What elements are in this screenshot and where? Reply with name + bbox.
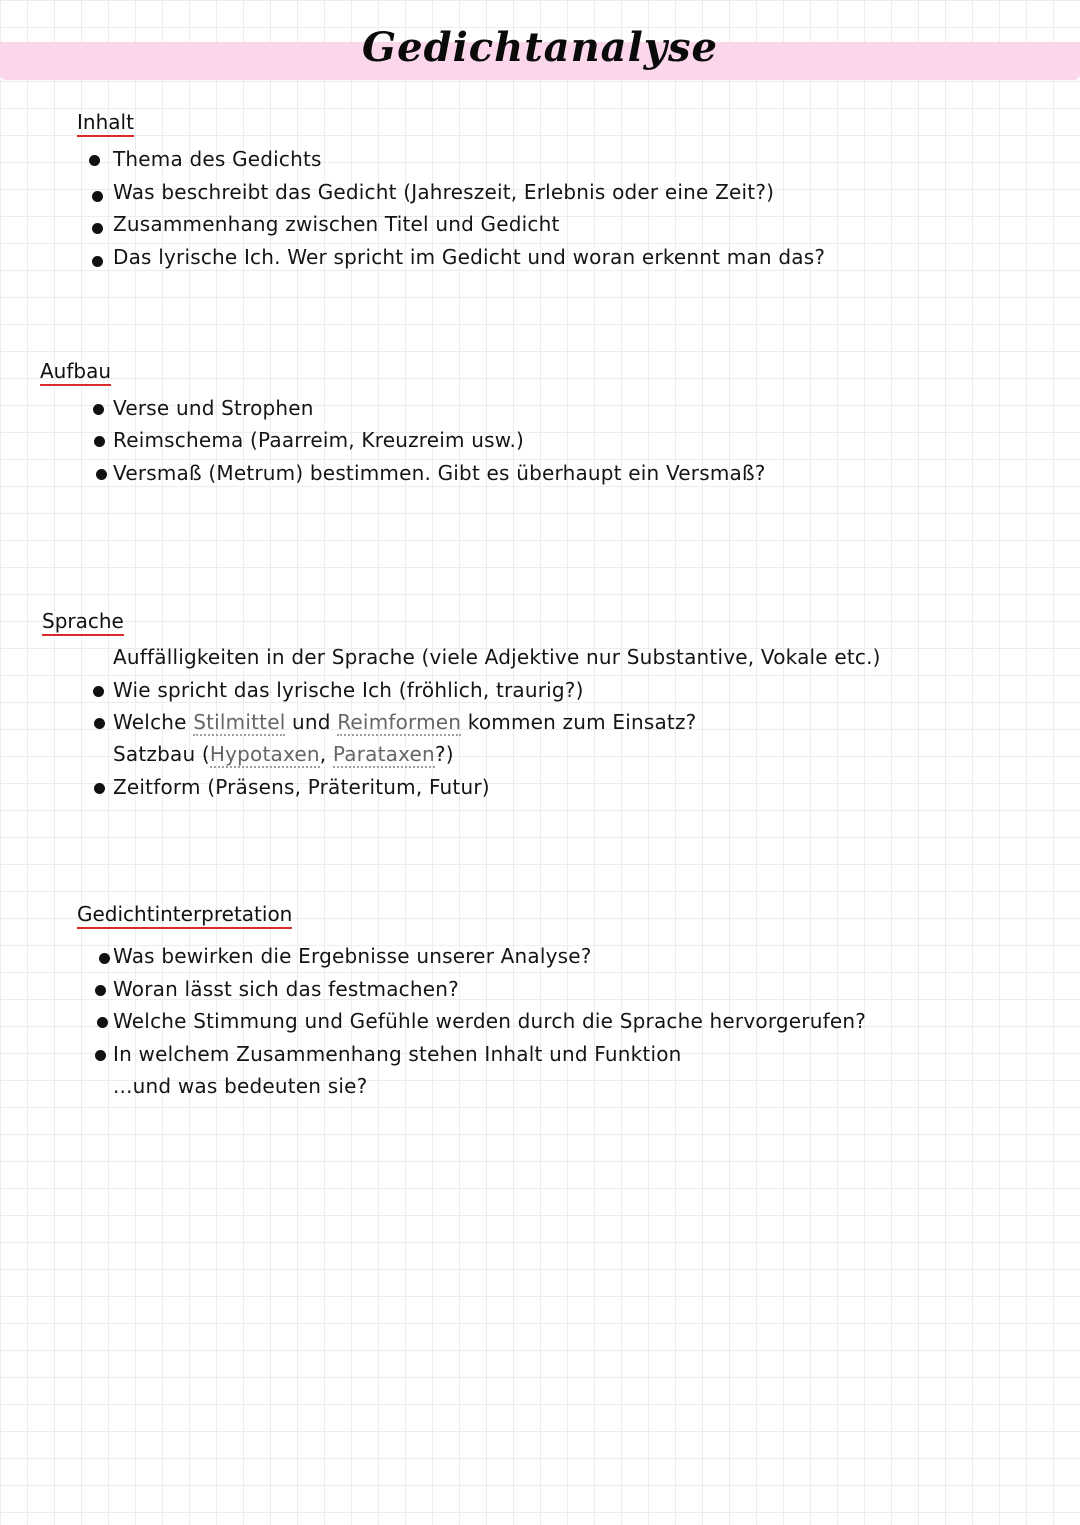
heading-gedichtinterpretation: Gedichtinterpretation — [77, 902, 292, 929]
list-item: Woran lässt sich das festmachen? — [113, 977, 459, 1001]
heading-inhalt: Inhalt — [77, 110, 134, 137]
text-fragment: , — [319, 742, 333, 766]
list-item: Zusammenhang zwischen Titel und Gedicht — [113, 212, 560, 236]
bullet-dot — [94, 783, 105, 794]
list-item: Auffälligkeiten in der Sprache (viele Adjektive nur Substantive, Vokale etc.) — [113, 645, 881, 669]
bullet-dot — [96, 469, 107, 480]
list-item: Was beschreibt das Gedicht (Jahreszeit, Erlebnis oder eine Zeit?) — [113, 180, 775, 204]
bullet-dot — [94, 718, 105, 729]
bullet-dot — [89, 155, 100, 166]
list-item: Das lyrische Ich. Wer spricht im Gedicht und woran erkennt man das? — [113, 245, 826, 269]
list-item: Welche Stimmung und Gefühle werden durch die Sprache hervorgerufen? — [113, 1009, 867, 1033]
list-item-satzbau — [113, 742, 454, 766]
bullet-dot — [94, 436, 105, 447]
term-reimformen: Reimformen — [337, 710, 462, 734]
term-stilmittel: Stilmittel — [193, 710, 286, 734]
list-item-stilmittel — [113, 710, 696, 734]
text-fragment: und — [292, 710, 331, 734]
bullet-dot — [97, 1017, 108, 1028]
list-item: In welchem Zusammenhang stehen Inhalt und Funktion — [113, 1042, 682, 1066]
bullet-dot — [93, 404, 104, 415]
list-item: Was bewirken die Ergebnisse unserer Analyse? — [113, 944, 592, 968]
list-item: Versmaß (Metrum) bestimmen. Gibt es überhaupt ein Versmaß? — [113, 461, 766, 485]
heading-sprache: Sprache — [42, 609, 124, 636]
text-fragment: Satzbau ( — [113, 742, 210, 766]
term-hypotaxen: Hypotaxen — [209, 742, 320, 766]
list-item: Wie spricht das lyrische Ich (fröhlich, traurig?) — [113, 678, 584, 702]
heading-aufbau: Aufbau — [40, 359, 111, 386]
bullet-dot — [92, 256, 103, 267]
bullet-dot — [95, 985, 106, 996]
text-fragment: ?) — [434, 742, 454, 766]
page-title: Gedichtanalyse — [361, 24, 718, 71]
text-fragment: kommen zum Einsatz? — [467, 710, 697, 734]
bullet-dot — [95, 1050, 106, 1061]
term-parataxen: Parataxen — [332, 742, 435, 766]
text-fragment: Welche — [113, 710, 187, 734]
list-item: ...und was bedeuten sie? — [113, 1074, 368, 1098]
list-item: Verse und Strophen — [113, 396, 314, 420]
list-item: Thema des Gedichts — [113, 147, 322, 171]
list-item: Reimschema (Paarreim, Kreuzreim usw.) — [113, 428, 525, 452]
bullet-dot — [92, 223, 103, 234]
bullet-dot — [99, 953, 110, 964]
bullet-dot — [93, 686, 104, 697]
bullet-dot — [92, 191, 103, 202]
list-item: Zeitform (Präsens, Präteritum, Futur) — [113, 775, 490, 799]
